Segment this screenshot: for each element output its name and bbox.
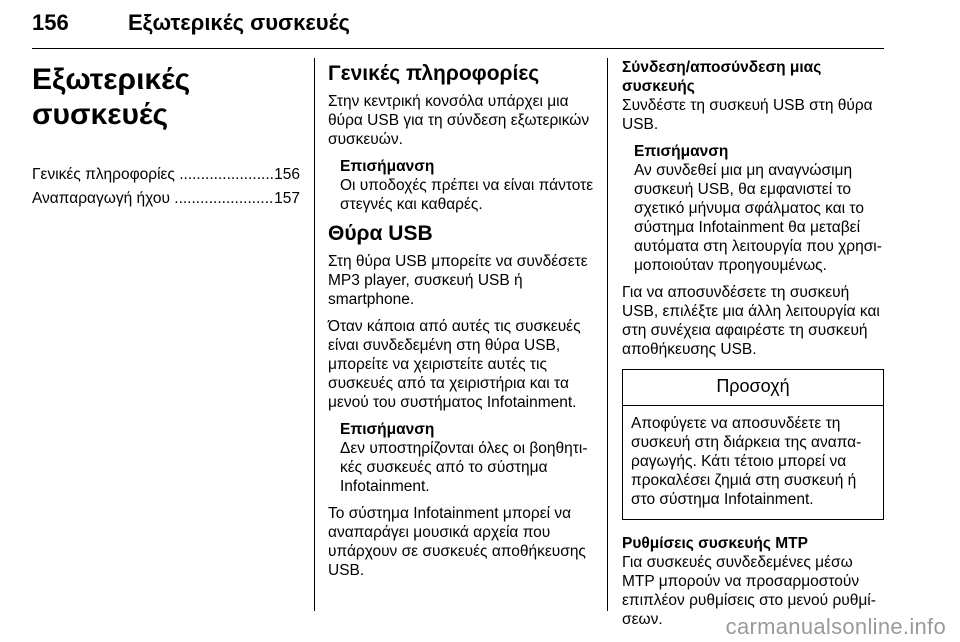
toc-entry-page: 157 [274, 190, 300, 207]
column-divider-2 [607, 58, 608, 611]
running-title: Εξωτερικές συσκευές [128, 10, 350, 35]
note-box [340, 157, 594, 214]
note-box [340, 420, 594, 496]
page-number: 156 [32, 10, 69, 35]
column-middle [328, 58, 594, 588]
note-text: Οι υποδοχές πρέπει να είναι πάντοτε στεγνές και καθαρές. [340, 177, 594, 213]
toc-leader-dots [170, 188, 274, 210]
page-header [0, 0, 960, 50]
toc-entry[interactable] [32, 188, 300, 210]
mtp-paragraph: Για συσκευές συνδεδεμένες μέσω MTP μπορούν να προσαρμοστούν επιπλέον ρυθμίσεις στο μενού ρυθμίσεων. [622, 554, 876, 628]
warning-title: Προσοχή [623, 370, 883, 406]
watermark: carmanualsonline.info [725, 614, 946, 639]
warning-box [622, 369, 884, 520]
usb-paragraph-3: Το σύστημα Infotainment μπορεί να αναπαράγει μουσικά αρχεία που υπάρχουν σε συσκευές αποθήκευσης USB. [328, 505, 586, 579]
column-divider-1 [314, 58, 315, 611]
toc-leader-dots [175, 164, 274, 186]
chapter-title-line-1: Εξωτερικές [32, 63, 191, 96]
chapter-title-line-2: συσκευές [32, 98, 169, 131]
toc-entry[interactable] [32, 164, 300, 186]
disconnect-paragraph: Για να αποσυνδέσετε τη συσκευή USB, επιλέξτε μια άλλη λειτουργία και στη συνέχεια αφαιρέστε τη συσκευή αποθήκευσης USB. [622, 284, 880, 358]
subheading-connect: Σύνδεση/αποσύνδεση μιας συσκευής [622, 59, 822, 95]
note-text: Αν συνδεθεί μια μη αναγνώσιμη συσκευή USB, θα εμφανιστεί το σχετικό μήνυμα σφάλματος και το σύστημα Infotainment θα μεταβεί αυτόματα στη λειτουργία που χρησιμοποιούταν προηγουμένως. [634, 162, 882, 274]
column-left [32, 58, 300, 212]
toc-entry-page: 156 [274, 166, 300, 183]
note-title: Επισήμανση [340, 421, 435, 438]
note-title: Επισήμανση [340, 158, 435, 175]
note-text: Δεν υποστηρίζονται όλες οι βοηθητικές συσκευές από το σύστημα Infotainment. [340, 440, 588, 495]
chapter-title [32, 62, 300, 132]
section-heading-usb: Θύρα USB [328, 222, 433, 245]
usb-paragraph-2: Όταν κάποια από αυτές τις συσκευές είναι συνδεδεμένη στη θύρα USB, μπορείτε να χειριστείτε αυτές τις συσκευές από τα χειριστήρια και τα μενού του συστήματος Infotainment. [328, 318, 581, 411]
subheading-mtp: Ρυθμίσεις συσκευής MTP [622, 535, 808, 552]
intro-paragraph: Στην κεντρική κονσόλα υπάρχει μια θύρα USB για τη σύνδεση εξωτερικών συσκευών. [328, 93, 590, 148]
toc-entry-label: Γενικές πληροφορίες [32, 166, 175, 183]
usb-paragraph-1: Στη θύρα USB μπορείτε να συνδέσετε MP3 player, συσκευή USB ή smartphone. [328, 253, 588, 308]
note-title: Επισήμανση [634, 143, 729, 160]
section-heading-general: Γενικές πληροφορίες [328, 62, 540, 85]
header-rule [32, 48, 884, 49]
column-right [622, 58, 884, 637]
note-box [634, 142, 884, 275]
toc-entry-label: Αναπαραγωγή ήχου [32, 190, 170, 207]
warning-text: Αποφύγετε να αποσυνδέετε τη συσκευή στη διάρκεια της αναπαραγωγής. Κάτι τέτοιο μπορεί να προκαλέσει ζημιά στη συσκευή ή στο σύστημα Infotainment. [631, 415, 862, 508]
connect-paragraph: Συνδέστε τη συσκευή USB στη θύρα USB. [622, 97, 873, 133]
